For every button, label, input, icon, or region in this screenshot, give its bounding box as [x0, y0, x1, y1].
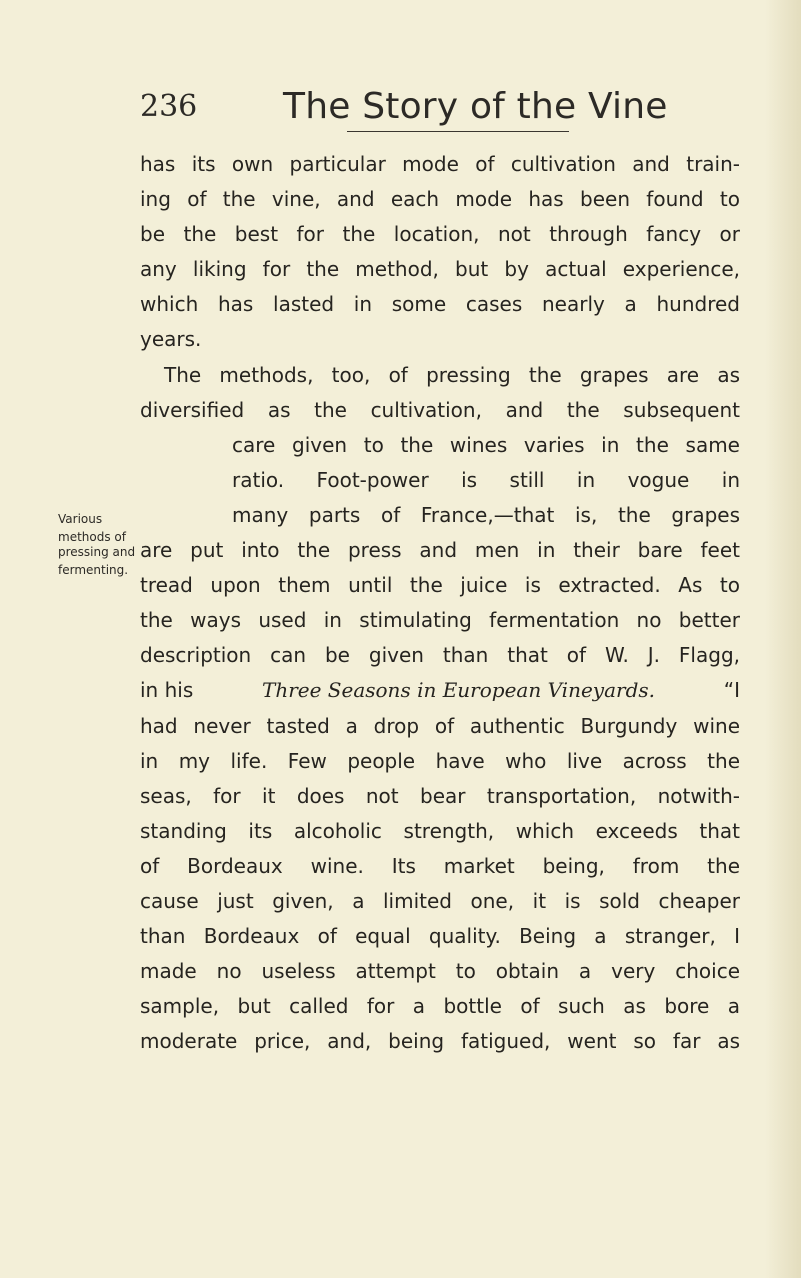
text-line: which has lasted in some cases nearly a hundred	[140, 292, 740, 317]
running-header	[140, 82, 740, 132]
book-title: Three Seasons in European Vineyards.	[261, 678, 655, 703]
text-line: has its own particular mode of cultivation and train-	[140, 152, 740, 176]
text-line: ratio. Foot-power is still in vogue in	[232, 467, 740, 492]
text-line: any liking for the method, but by actual experience,	[140, 257, 740, 282]
text-fragment: “I	[723, 678, 740, 703]
text-line: moderate price, and, being fatigued, went so far as	[140, 1029, 740, 1054]
text-line: The methods, too, of pressing the grapes are as	[164, 362, 740, 387]
text-line: seas, for it does not bear transportation, notwith-	[140, 783, 740, 808]
text-line: care given to the wines varies in the same	[232, 432, 740, 457]
text-line: cause just given, a limited one, it is sold cheaper	[140, 888, 740, 913]
header-rule	[347, 131, 569, 132]
text-line: of Bordeaux wine. Its market being, from the	[140, 853, 740, 878]
text-line: tread upon them until the juice is extracted. As to	[140, 573, 740, 598]
margin-note-line: pressing and	[58, 545, 136, 559]
text-line: made no useless attempt to obtain a very choice	[140, 959, 740, 984]
margin-note	[58, 512, 138, 578]
body-text	[140, 147, 740, 1059]
margin-note-line: fermenting.	[58, 563, 129, 577]
page-number: 236	[140, 89, 198, 124]
running-title: The Story of the Vine	[283, 86, 668, 127]
text-line: diversified as the cultivation, and the subsequent	[140, 397, 740, 422]
text-line: description can be given than that of W. J. Flagg,	[140, 643, 740, 668]
text-line: many parts of France,—that is, the grapes	[232, 502, 740, 527]
page-edge-shadow	[765, 0, 801, 1278]
text-line: had never tasted a drop of authentic Burgundy wine	[140, 713, 740, 738]
text-line: standing its alcoholic strength, which exceeds that	[140, 818, 740, 843]
margin-note-line: methods of	[58, 530, 126, 544]
text-line: ing of the vine, and each mode has been found to	[140, 187, 740, 212]
text-line: years.	[140, 327, 202, 352]
text-line: the ways used in stimulating fermentation no better	[140, 608, 740, 633]
text-line: be the best for the location, not through fancy or	[140, 222, 740, 247]
text-line: sample, but called for a bottle of such as bore a	[140, 994, 740, 1019]
text-line-with-title	[140, 673, 740, 708]
text-fragment: in his	[140, 678, 194, 703]
margin-note-line: Various	[58, 512, 103, 526]
text-line: are put into the press and men in their bare feet	[140, 538, 740, 563]
text-line: in my life. Few people have who live across the	[140, 748, 740, 773]
text-line: than Bordeaux of equal quality. Being a stranger, I	[140, 924, 740, 949]
